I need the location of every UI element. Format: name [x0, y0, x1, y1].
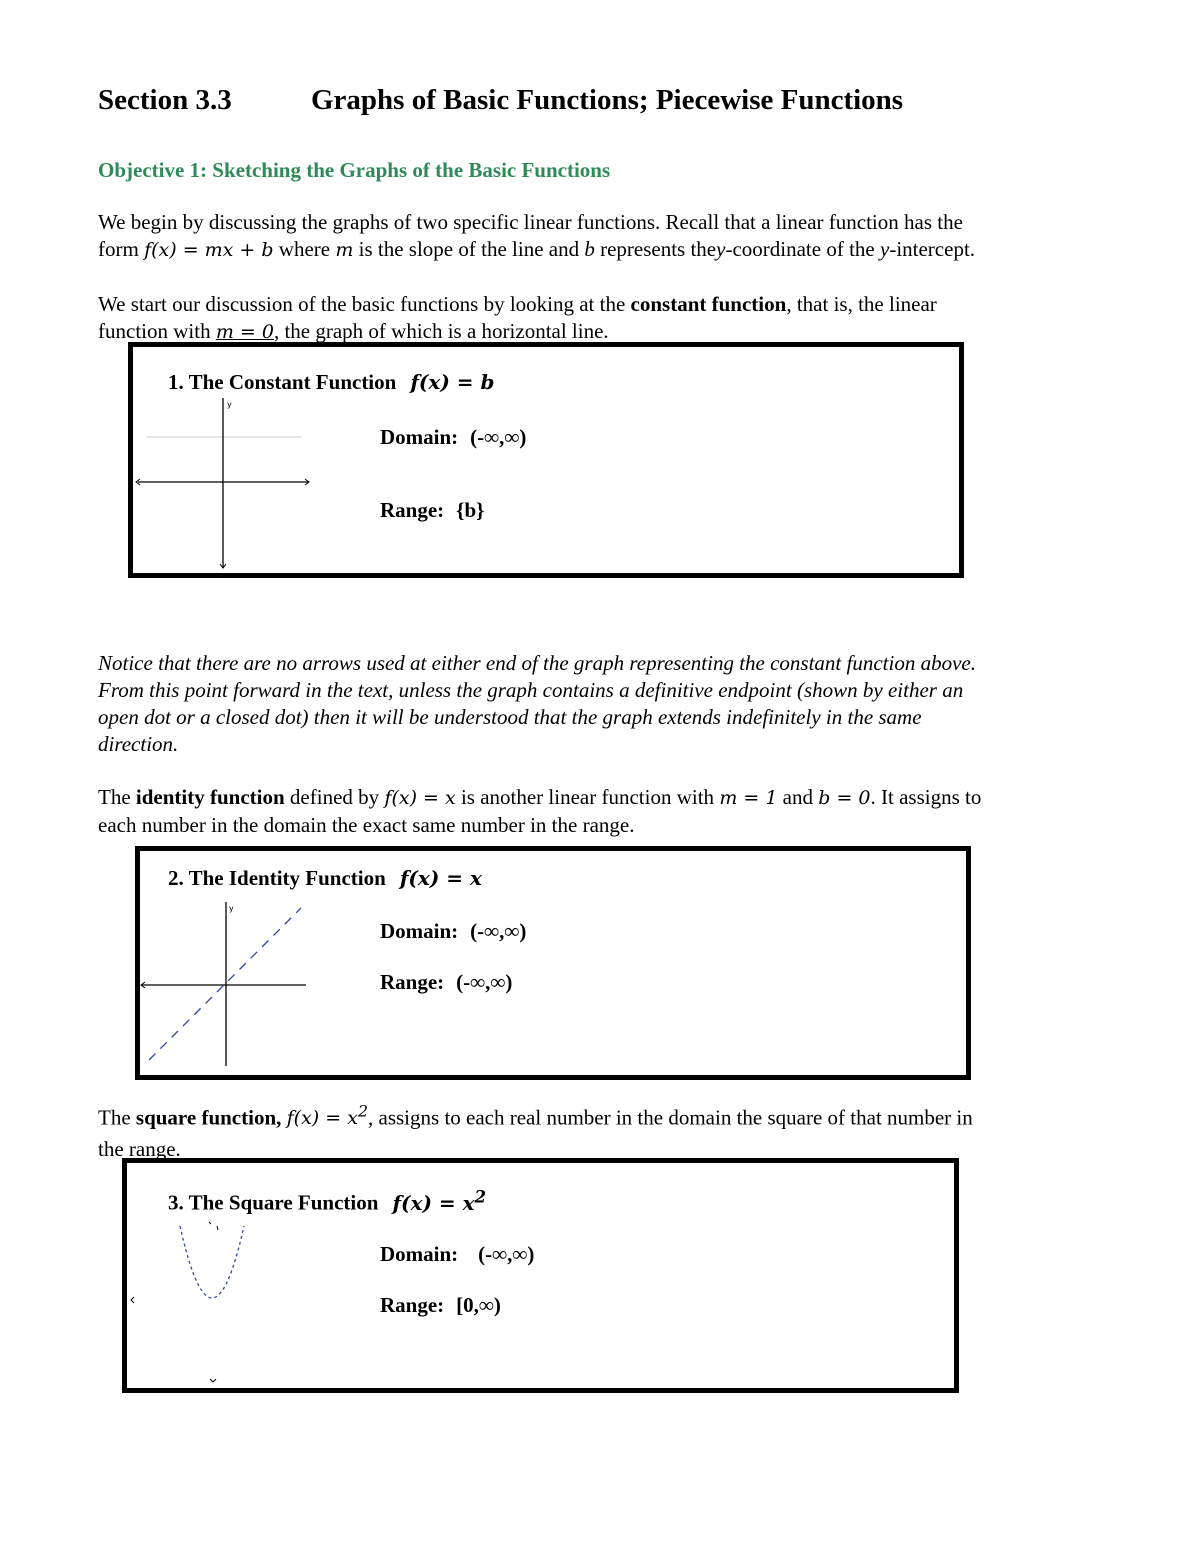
box-title-text: 1. The Constant Function [168, 370, 397, 394]
linear-formula: f(x) = mx + b [144, 239, 274, 261]
para-text: , assigns to each real number in the domain the square of that number in [368, 1105, 973, 1130]
axis-fragment [209, 1222, 211, 1224]
section-number: Section 3.3 [98, 84, 232, 116]
slope-zero-formula: m = 0 [215, 321, 274, 343]
intro-text: -coordinate of the [725, 237, 875, 261]
y-symbol: y [716, 237, 726, 261]
y-axis-arrow-icon [210, 1379, 216, 1382]
notice-line-1: Notice that there are no arrows used at either end of the graph representing the constant function above. [98, 651, 976, 675]
intro-text: form [98, 237, 139, 261]
identity-intro-line-2: each number in the domain the exact same number in the range. [98, 813, 635, 837]
para-text: and [782, 785, 813, 809]
domain-value: (-∞,∞) [478, 1242, 535, 1266]
identity-formula: f(x) = x [384, 787, 456, 809]
square-function-curve [180, 1226, 244, 1298]
axis-fragment [217, 1226, 218, 1230]
y-axis-label: y [229, 904, 234, 913]
domain-label: Domain: [380, 425, 459, 449]
notice-line-2: From this point forward in the text, unless the graph contains a definitive endpoint (shown by either an [98, 678, 964, 702]
y-axis-label: y [227, 400, 232, 409]
identity-function-term: identity function [135, 785, 285, 809]
domain-value: (-∞,∞) [470, 919, 527, 943]
range-label: Range: [380, 970, 445, 994]
range-label: Range: [380, 1293, 445, 1317]
identity-function-formula: f(x) = x [399, 866, 482, 890]
domain-label: Domain: [380, 1242, 459, 1266]
section-title: Graphs of Basic Functions; Piecewise Functions [311, 84, 904, 116]
para-text: The [98, 1105, 131, 1130]
constant-function-term: constant function [630, 292, 787, 316]
range-value: (-∞,∞) [456, 970, 513, 994]
x-axis-arrow-icon [131, 1297, 134, 1303]
square-function-formula-exponent: 2 [474, 1186, 487, 1206]
intercept-zero-formula: b = 0 [818, 787, 871, 809]
square-function-formula-base: f(x) = x [392, 1190, 475, 1215]
slope-symbol: m [335, 239, 354, 261]
intro-text: -intercept. [889, 237, 976, 261]
para-text: is another linear function with [460, 785, 715, 809]
domain-label: Domain: [380, 919, 459, 943]
intro-text: represents the [600, 237, 717, 261]
y-symbol: y [880, 237, 890, 261]
para-text: The [98, 785, 131, 809]
range-value: [0,∞) [456, 1293, 501, 1317]
slope-one-formula: m = 1 [719, 787, 778, 809]
constant-function-formula: f(x) = b [410, 370, 495, 394]
domain-value: (-∞,∞) [470, 425, 527, 449]
para-text: function with [98, 319, 211, 343]
intro-text: is the slope of the line and [358, 237, 580, 261]
objective-heading: Objective 1: Sketching the Graphs of the Basic Functions [98, 158, 611, 182]
para-text: , the graph of which is a horizontal line. [273, 319, 609, 343]
notice-line-4: direction. [98, 732, 179, 756]
para-text: . It assigns to [870, 785, 982, 809]
range-label: Range: [380, 498, 445, 522]
para-text: defined by [289, 785, 380, 809]
square-formula-exponent: 2 [357, 1102, 369, 1121]
square-range [380, 1293, 501, 1318]
intro-line-1: We begin by discussing the graphs of two specific linear functions. Recall that a linear function has the [98, 210, 963, 234]
intercept-symbol: b [584, 237, 595, 261]
box-title-text: 2. The Identity Function [168, 866, 386, 890]
square-domain [380, 1242, 534, 1267]
square-intro-line-2: the range. [98, 1137, 181, 1162]
box-title-text: 3. The Square Function [168, 1190, 379, 1215]
range-value: {b} [456, 498, 485, 522]
intro-text: where [278, 237, 331, 261]
square-formula-base: f(x) = x [286, 1107, 358, 1130]
para-text: , that is, the linear [786, 292, 937, 316]
notice-line-3: open dot or a closed dot) then it will be understood that the graph extends indefinitely in the same [98, 705, 922, 729]
square-function-term: square function, [135, 1105, 282, 1130]
para-text: We start our discussion of the basic functions by looking at the [98, 292, 626, 316]
